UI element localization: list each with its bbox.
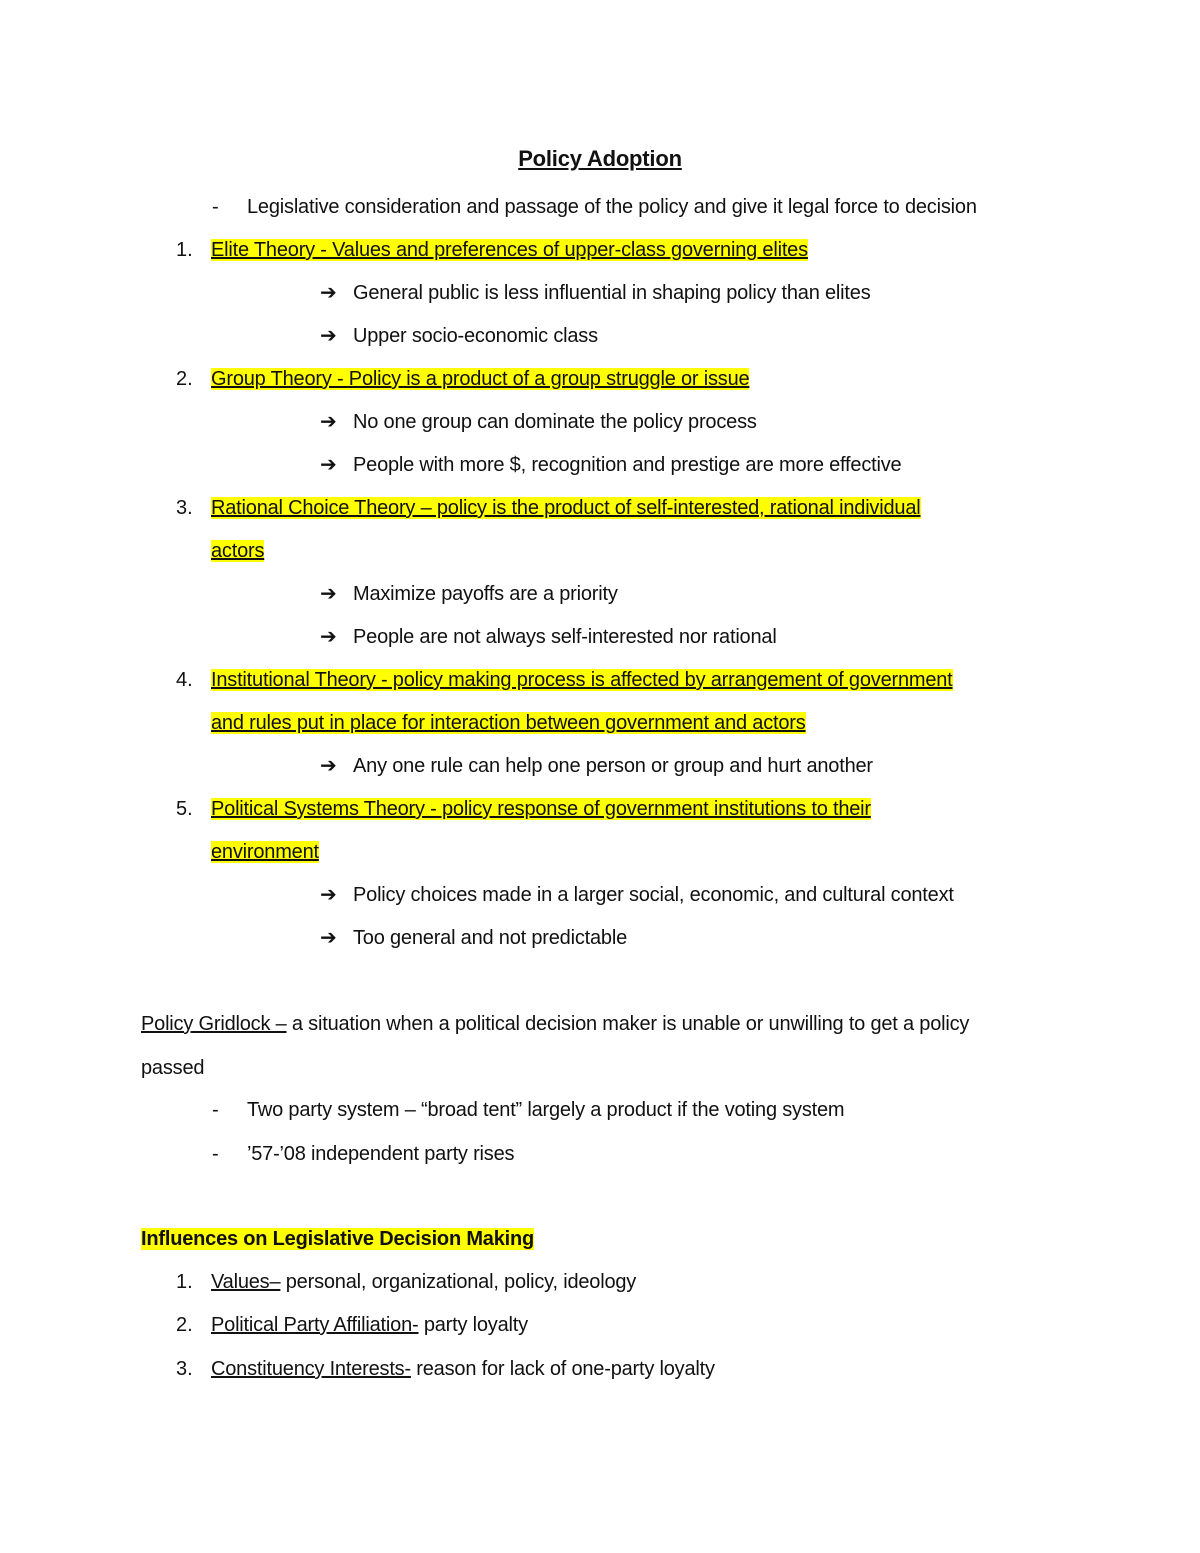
theory-number: 1. (176, 239, 193, 261)
theory-number: 2. (176, 368, 193, 390)
theory-heading-continued: actors (211, 540, 265, 562)
arrow-icon: ➔ (320, 583, 337, 605)
influence-desc: party loyalty (418, 1314, 528, 1336)
theory-point: Too general and not predictable (353, 927, 628, 949)
arrow-icon: ➔ (320, 927, 337, 949)
theory-point: Maximize payoffs are a priority (353, 583, 618, 605)
intro-text: Legislative consideration and passage of the policy and give it legal force to decision (247, 196, 977, 218)
theory-point: No one group can dominate the policy process (353, 411, 757, 433)
influence-number: 3. (176, 1358, 193, 1380)
influence-number: 2. (176, 1314, 193, 1336)
arrow-icon: ➔ (320, 626, 337, 648)
theory-point: Upper socio-economic class (353, 325, 598, 347)
theory-heading: Institutional Theory - policy making process is affected by arrangement of government (211, 669, 953, 691)
gridlock-definition (141, 1012, 969, 1036)
theory-heading: Group Theory - Policy is a product of a group struggle or issue (211, 368, 750, 390)
theory-heading: Political Systems Theory - policy response of government institutions to their (211, 798, 871, 820)
influences-heading: Influences on Legislative Decision Making (141, 1228, 535, 1250)
influence-number: 1. (176, 1271, 193, 1293)
theory-point: People with more $, recognition and prestige are more effective (353, 454, 902, 476)
theory-heading: Rational Choice Theory – policy is the product of self-interested, rational individual (211, 497, 921, 519)
theory-number: 5. (176, 798, 193, 820)
influence-item (211, 1357, 715, 1381)
page-title: Policy Adoption (518, 146, 682, 171)
theory-heading-continued: and rules put in place for interaction between government and actors (211, 712, 806, 734)
arrow-icon: ➔ (320, 755, 337, 777)
gridlock-term: Policy Gridlock – (141, 1013, 287, 1035)
theory-heading: Elite Theory - Values and preferences of upper-class governing elites (211, 239, 808, 261)
gridlock-bullet: ’57-’08 independent party rises (247, 1143, 515, 1165)
gridlock-definition-text: a situation when a political decision maker is unable or unwilling to get a policy (286, 1013, 970, 1035)
influence-item (211, 1313, 528, 1337)
arrow-icon: ➔ (320, 325, 337, 347)
gridlock-definition-continued: passed (141, 1057, 205, 1079)
theory-heading-continued: environment (211, 841, 319, 863)
influence-term: Political Party Affiliation- (211, 1314, 419, 1336)
theory-point: Policy choices made in a larger social, economic, and cultural context (353, 884, 954, 906)
arrow-icon: ➔ (320, 454, 337, 476)
influence-item (211, 1270, 636, 1294)
theory-point: Any one rule can help one person or group and hurt another (353, 755, 873, 777)
theory-point: People are not always self-interested nor rational (353, 626, 777, 648)
influence-desc: reason for lack of one-party loyalty (410, 1358, 715, 1380)
influence-desc: personal, organizational, policy, ideology (280, 1271, 637, 1293)
arrow-icon: ➔ (320, 282, 337, 304)
arrow-icon: ➔ (320, 884, 337, 906)
intro-bullet: - (212, 196, 219, 218)
theory-number: 3. (176, 497, 193, 519)
gridlock-bullet-dash: - (212, 1099, 219, 1121)
theory-number: 4. (176, 669, 193, 691)
gridlock-bullet: Two party system – “broad tent” largely a product if the voting system (247, 1099, 845, 1121)
arrow-icon: ➔ (320, 411, 337, 433)
influence-term: Values– (211, 1271, 281, 1293)
influence-term: Constituency Interests- (211, 1358, 411, 1380)
gridlock-bullet-dash: - (212, 1143, 219, 1165)
theory-point: General public is less influential in shaping policy than elites (353, 282, 871, 304)
